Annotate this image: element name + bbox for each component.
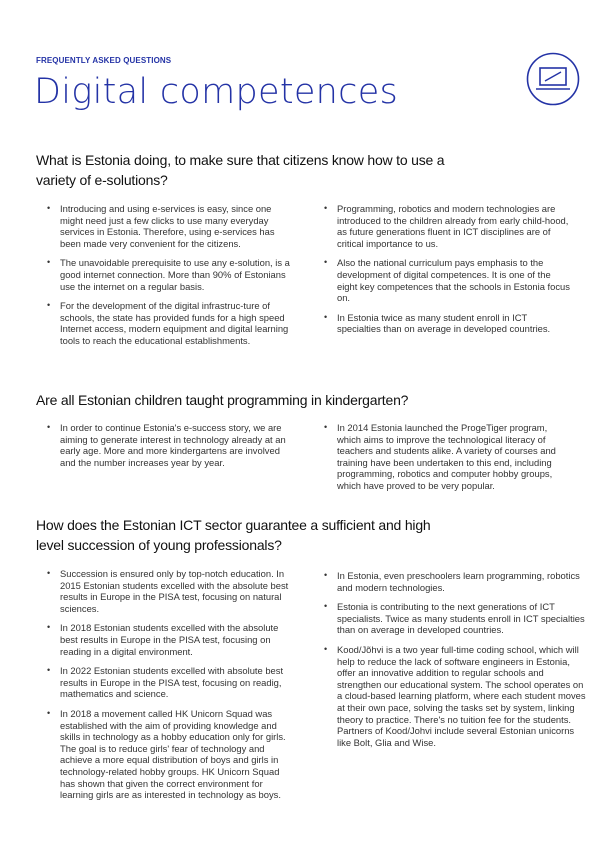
laptop-icon xyxy=(526,52,580,106)
section-2-left xyxy=(44,422,294,476)
list-item: • Introducing and using e-services is easy, since one might need just a few clicks to use many everyday services in Estonia. Therefore, using e-services has been made very convenient for the citizens. xyxy=(44,203,294,249)
list-item: • The unavoidable prerequisite to use any e-solution, is a good internet connection. More than 90% of Estonians use the internet on a regular basis. xyxy=(44,257,294,292)
list-item: • In 2022 Estonian students excelled with absolute best results in Europe in the PISA test, focusing on readig, mathematics and science. xyxy=(44,665,294,700)
question-3: How does the Estonian ICT sector guarantee a sufficient and high level succession of young professionals? xyxy=(36,517,431,553)
list-item: • Kood/Jõhvi is a two year full-time coding school, which will help to reduce the lack of software engineers in Estonia, offer an innovative addition to regular schools and strengthen our educational system. The school operates on a cloud-based learning platform, where each student moves at their own pace, solving the tasks set by system, linking theory to practice. There's no tuition fee for the students. Partners of Kood/Johvi include several Estonian unicorns like Bolt, Glia and Wise. xyxy=(321,644,586,748)
list-item: • In 2018 Estonian students excelled with the absolute best results in Europe in the PISA test, focusing on reading in a digital environment. xyxy=(44,622,294,657)
list-item: • In 2018 a movement called HK Unicorn Squad was established with the aim of providing knowledge and skills in technology as a hobby education only for girls. The goal is to reduce girls' fear of technology and achieve a more equal distribution of boys and girls in technology-related hobby groups. HK Unicorn Squad has shown that given the correct environment for learning girls are as interested in technology as boys. xyxy=(44,708,294,801)
kicker: FREQUENTLY ASKED QUESTIONS xyxy=(36,56,172,65)
section-3-right xyxy=(321,570,586,756)
section-1-right xyxy=(321,203,571,343)
list-item: • Succession is ensured only by top-notch education. In 2015 Estonian students excelled with the absolute best results in Europe in the PISA test, focusing on natural sciences. xyxy=(44,568,294,614)
section-2-right xyxy=(321,422,571,500)
list-item: • Also the national curriculum pays emphasis to the development of digital competences. It is one of the eight key competences that the schools in Estonia focus on. xyxy=(321,257,571,303)
list-item: • In Estonia twice as many student enroll in ICT specialties than on average in developed countries. xyxy=(321,312,571,335)
section-3-left xyxy=(44,568,294,809)
list-item: • Programming, robotics and modern technologies are introduced to the children already from early child-hood, as future generations fluent in ICT disciplines are of critical importance to us. xyxy=(321,203,571,249)
question-1: What is Estonia doing, to make sure that citizens know how to use a variety of e-solutions? xyxy=(36,152,445,188)
page-title: Digital competences xyxy=(34,72,399,112)
list-item: • Estonia is contributing to the next generations of ICT specialists. Twice as many students enroll in ICT specialties than on average in developed countries. xyxy=(321,601,586,636)
section-1-left xyxy=(44,203,294,355)
list-item: • In Estonia, even preschoolers learn programming, robotics and modern technologies. xyxy=(321,570,586,593)
list-item: • For the development of the digital infrastruc-ture of schools, the state has provided funds for a high speed Internet access, modern equipment and digital learning tools to reach the educational establishments. xyxy=(44,300,294,346)
list-item: • In 2014 Estonia launched the ProgeTiger program, which aims to improve the technological literacy of teachers and students alike. A variety of courses and training have been undertaken to this end, including programming, robotics and computer hobby groups, which have proved to be very popular. xyxy=(321,422,571,492)
list-item: • In order to continue Estonia's e-success story, we are aiming to generate interest in technology already at an early age. More and more kindergartens are involved and the number increases year by year. xyxy=(44,422,294,468)
question-2: Are all Estonian children taught programming in kindergarten? xyxy=(36,392,409,408)
